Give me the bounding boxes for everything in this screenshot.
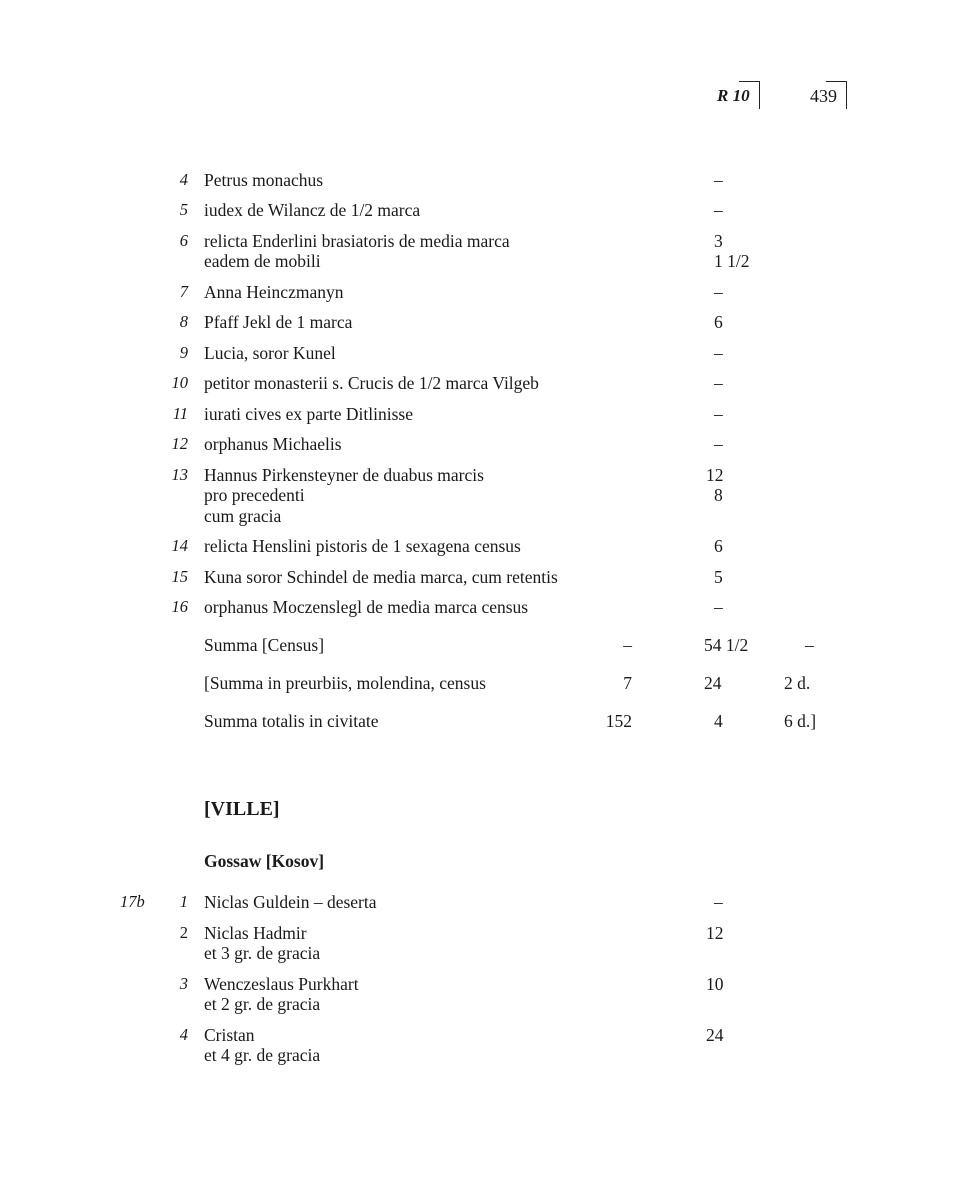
entry-number: 13 bbox=[171, 465, 188, 484]
entry-text: Hannus Pirkensteyner de duabus marcis bbox=[204, 465, 484, 485]
entry-value: – bbox=[714, 373, 723, 393]
entry-value: – bbox=[714, 892, 723, 912]
entry-text: Pfaff Jekl de 1 marca bbox=[204, 312, 353, 332]
entry-text: et 4 gr. de gracia bbox=[204, 1045, 321, 1065]
entry-value: – bbox=[714, 597, 723, 617]
entry-text: Niclas Hadmir bbox=[204, 923, 307, 943]
entry-value: – bbox=[714, 200, 723, 220]
subsection-title: Gossaw [Kosov] bbox=[204, 851, 325, 871]
entry-number: 8 bbox=[179, 312, 188, 331]
entry-text: eadem de mobili bbox=[204, 251, 321, 271]
entry-value: 3 bbox=[714, 231, 723, 251]
sum-col-1: 152 bbox=[605, 711, 632, 731]
sum-label: Summa [Census] bbox=[204, 635, 325, 655]
entry-value: – bbox=[714, 404, 723, 424]
sum-col-3: – bbox=[805, 635, 814, 655]
entry-number: 12 bbox=[171, 434, 188, 453]
sum-label: [Summa in preurbiis, molendina, census bbox=[204, 673, 486, 693]
entry-text: petitor monasterii s. Crucis de 1/2 marca Vilgeb bbox=[204, 373, 539, 393]
entry-number: 4 bbox=[179, 170, 188, 189]
entry-number: 7 bbox=[179, 282, 188, 301]
sum-label: Summa totalis in civitate bbox=[204, 711, 379, 731]
entry-value: 1 1/2 bbox=[714, 251, 750, 271]
entry-value: 5 bbox=[714, 567, 723, 587]
entry-text: et 3 gr. de gracia bbox=[204, 943, 321, 963]
page-number: 439 bbox=[810, 86, 837, 106]
entry-number: 15 bbox=[171, 567, 188, 586]
entry-text: et 2 gr. de gracia bbox=[204, 994, 321, 1014]
entry-value: 6 bbox=[714, 536, 723, 556]
corner-mark bbox=[826, 81, 847, 109]
sum-col-2: 4 bbox=[714, 711, 723, 731]
entry-value: 24 bbox=[706, 1025, 724, 1045]
entry-value: – bbox=[714, 170, 723, 190]
sum-col-1: – bbox=[623, 635, 632, 655]
entry-value: 12 bbox=[706, 923, 724, 943]
entry-value: – bbox=[714, 282, 723, 302]
entry-value: – bbox=[714, 343, 723, 363]
entry-number: 1 bbox=[179, 892, 188, 911]
sum-col-2: 54 1/2 bbox=[704, 635, 749, 655]
entry-text: Cristan bbox=[204, 1025, 255, 1045]
entry-text: iudex de Wilancz de 1/2 marca bbox=[204, 200, 421, 220]
corner-mark bbox=[739, 81, 760, 109]
entry-number: 10 bbox=[171, 373, 188, 392]
entry-text: pro precedenti bbox=[204, 485, 305, 505]
entry-text: Petrus monachus bbox=[204, 170, 324, 190]
entry-value: 12 bbox=[706, 465, 724, 485]
entry-number: 16 bbox=[171, 597, 188, 616]
entry-text: Anna Heinczmanyn bbox=[204, 282, 344, 302]
entry-text: Kuna soror Schindel de media marca, cum retentis bbox=[204, 567, 558, 587]
entry-value: 8 bbox=[714, 485, 723, 505]
entry-text: relicta Henslini pistoris de 1 sexagena census bbox=[204, 536, 521, 556]
entry-number: 9 bbox=[179, 343, 188, 362]
margin-folio-note: 17b bbox=[120, 892, 145, 911]
entry-value: – bbox=[714, 434, 723, 454]
section-title: [VILLE] bbox=[204, 798, 280, 820]
sum-col-3: 2 d. bbox=[784, 673, 811, 693]
entry-value: 10 bbox=[706, 974, 724, 994]
entry-text: Wenczeslaus Purkhart bbox=[204, 974, 359, 994]
entry-number: 14 bbox=[171, 536, 188, 555]
entry-number: 4 bbox=[179, 1025, 188, 1044]
sum-col-2: 24 bbox=[704, 673, 722, 693]
entry-number: 3 bbox=[179, 974, 188, 993]
entry-text: orphanus Michaelis bbox=[204, 434, 342, 454]
entry-text: Niclas Guldein – deserta bbox=[204, 892, 377, 912]
entry-value: 6 bbox=[714, 312, 723, 332]
sum-col-3: 6 d.] bbox=[784, 711, 817, 731]
entry-number: 2 bbox=[179, 923, 188, 942]
sum-col-1: 7 bbox=[623, 673, 632, 693]
entry-number: 11 bbox=[172, 404, 188, 423]
entry-number: 6 bbox=[179, 231, 188, 250]
entry-number: 5 bbox=[179, 200, 188, 219]
entry-text: orphanus Moczenslegl de media marca census bbox=[204, 597, 529, 617]
entry-text: cum gracia bbox=[204, 506, 282, 526]
entry-text: Lucia, soror Kunel bbox=[204, 343, 336, 363]
entry-text: iurati cives ex parte Ditlinisse bbox=[204, 404, 413, 424]
entry-text: relicta Enderlini brasiatoris de media marca bbox=[204, 231, 510, 251]
running-head-code: R 10 bbox=[717, 86, 750, 105]
